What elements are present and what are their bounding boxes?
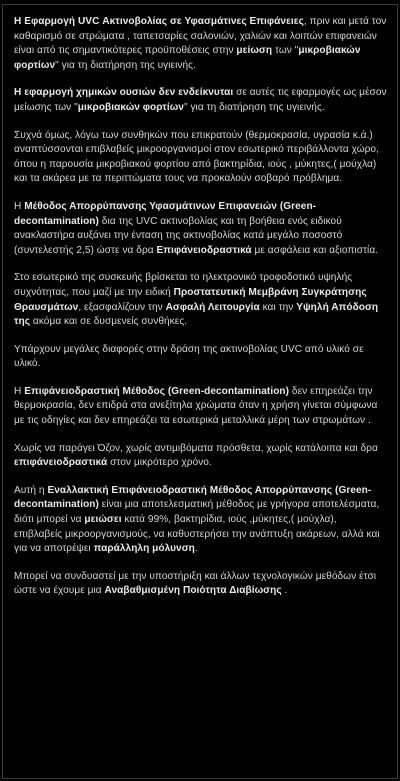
bold-text: Εναλλακτική Επιφάνειοδραστική Μέθοδος Απορρύπανσης (Green-decontamination) — [14, 484, 372, 511]
document-frame — [2, 4, 398, 779]
body-text: , πριν και μετά τον καθαρισμό σε στρώματα , ταπετσαρίες σαλονιών, χαλιών και λοιπών επιφανειών είναι από τις σημαντικότερες προϋποθέσεις στην — [14, 16, 387, 57]
bold-text: Μέθοδος Απορρύπανσης Υφασμάτινων Επιφανειών (Green-decontamination) — [14, 200, 317, 227]
body-text: δεν επηρεάζει την θερμοκρασία, δεν επιδρά στα ανεξίτηλα χρώματα όταν η χρήση γίνεται σύμφωνα με τις οδηγίες και δεν επηρεάζει τα εσωτερικά μεταλλικά μέρη των στρωμάτων . — [14, 385, 378, 427]
body-text: με ασφάλεια και αξιοπιστία. — [251, 244, 379, 256]
body-text: στον μικρότερο χρόνο. — [107, 457, 212, 469]
bold-text: παράλληλη μόλυνση — [93, 543, 195, 555]
body-text: Χωρίς να παράγει Όζον, χωρίς αντιμιβόματα πρόσθετα, χωρίς κατάλοιπα και δρα — [14, 442, 378, 454]
body-text: Η — [14, 200, 25, 212]
paragraph-p3 — [14, 129, 387, 187]
bold-text: Προστατευτική Μεμβράνη Συγκράτησης Θραυσμάτων — [14, 286, 367, 313]
paragraph-p4 — [14, 200, 387, 258]
body-text: . — [194, 543, 198, 555]
body-text: Στο εσωτερικό της συσκευής βρίσκεται το ηλεκτρονικό τροφοδοτικό υψηλής συχνότητας, που μαζί με την ειδική — [14, 272, 353, 298]
body-text: δια της UVC ακτινοβολίας και τη βοήθεια ενός ειδικού ανακλαστήρα αυξάνει την ένταση της ακτινοβολίας κατά μεγάλο ποσοστό (συντελεστής 2,5) ώστε να δρα — [14, 215, 343, 256]
paragraph-p1 — [14, 15, 387, 73]
paragraph-p10 — [14, 570, 387, 599]
body-text: σε αυτές τις εφαρμογές ως μέσον μείωσης των " — [14, 87, 387, 113]
paragraph-p6 — [14, 343, 387, 372]
body-text: Υπάρχουν μεγάλες διαφορές στην δράση της ακτινοβολίας UVC από υλικό σε υλικό. — [14, 343, 364, 370]
body-text: Η — [14, 385, 25, 397]
body-text: Μπορεί να συνδυαστεί με την υποστήριξη και άλλων τεχνολογικών μεθόδων έτσι ώστε να έχουμε μια — [14, 570, 377, 597]
body-text: " για τη διατήρηση της υγιεινής. — [183, 101, 325, 113]
bold-text: Αναβαθμισμένη Ποιότητα Διαβίωσης — [104, 585, 282, 597]
document-body — [14, 15, 387, 599]
bold-text: Ασφαλή Λειτουργία — [165, 301, 260, 313]
paragraph-p7 — [14, 385, 387, 429]
body-text: των " — [272, 45, 299, 57]
body-text: ακόμα και σε δυσμενείς συνθήκες. — [30, 316, 188, 328]
bold-text: Επιφάνειοδραστικά — [156, 244, 252, 256]
body-text: κατά 99%, βακτηρίδια, ιούς ,μύκητες,( μούχλα), επιβλαβείς μικροοργανισμούς, να καθυστερήσει την ανάπτυξη ακάρεων, αλλά και για να αποτρέψει — [14, 514, 380, 555]
body-text: είναι μια αποτελεσματική μέθοδος με γρήγορα αποτελέσματα, διότι μπορεί να — [14, 499, 380, 526]
bold-text: μείωση — [236, 45, 273, 57]
paragraph-p8 — [14, 442, 387, 471]
body-text: και την — [259, 301, 297, 313]
paragraph-p5 — [14, 271, 387, 329]
bold-text: επιφάνειοδραστικά — [14, 457, 108, 469]
body-text: . — [281, 585, 288, 597]
bold-text: μικροβιακών φορτίων — [77, 101, 184, 113]
bold-text: Η Εφαρμογή UVC Ακτινοβολίας σε Υφασμάτινες Επιφάνειες — [14, 16, 304, 27]
paragraph-p9 — [14, 484, 387, 557]
body-text: " για τη διατήρηση της υγιεινής. — [55, 59, 196, 71]
body-text: Συχνά όμως, λόγω των συνθηκών που επικρατούν (θερμοκρασία, υγρασία κ.ά.) αναπτύσσονται επιβλαβείς μικροοργανισμοί στον εσωτερικό περιβάλλοντα χώρο, όπου η παρουσία μικροβιακού φορτίου από βακτηρίδια, ιούς , μύκητες,( μούχλα) και τα ακάρεα με τα περιττώματα τους να προκαλούν σοβαρό πρόβλημα. — [14, 129, 379, 185]
paragraph-p2 — [14, 86, 387, 115]
bold-text: Η εφαρμογή χημικών ουσιών δεν ενδείκνυται — [14, 87, 234, 99]
bold-text: μικροβιακών φορτίων — [14, 45, 361, 71]
bold-text: Επιφάνειοδραστική Μέθοδος (Green-decontamination) — [24, 385, 290, 397]
body-text: Αυτή η — [14, 484, 48, 496]
body-text: , εξασφαλίζουν την — [78, 301, 166, 313]
bold-text: μειώσει — [84, 514, 122, 526]
bold-text: Υψηλή Απόδοση της — [14, 301, 379, 328]
